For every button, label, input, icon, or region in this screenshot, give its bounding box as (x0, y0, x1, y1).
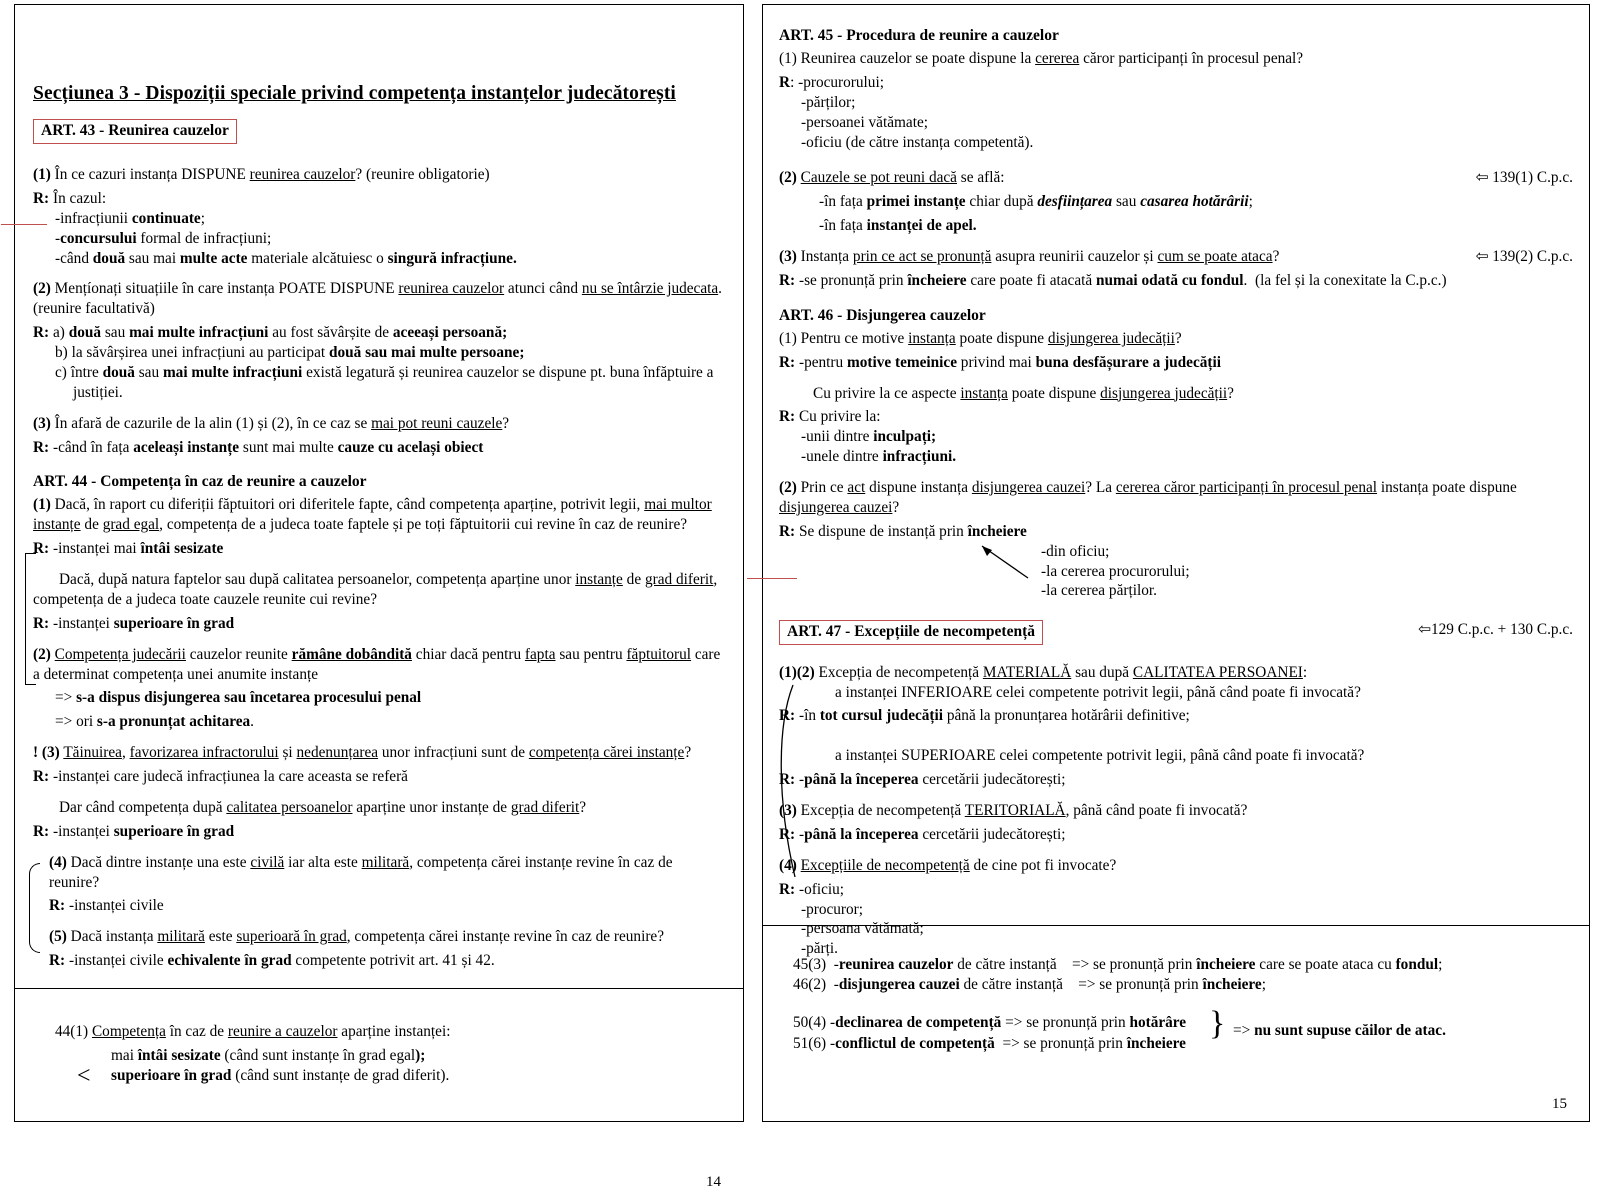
art43-q3-text-b: ? (502, 414, 510, 432)
art46-q1-c: ? (1174, 329, 1182, 347)
art45-q2-number: (2) (779, 169, 797, 187)
footnote-right-group (793, 1005, 1563, 1053)
art45-a1-item-3: -oficiu (de către instanța competentă). (801, 133, 1034, 151)
footnote-right-line-2: 46(2) -disjungerea cauzei de către instanță => se pronunță prin încheiere; (793, 976, 1266, 994)
page-left-divider (15, 988, 743, 989)
art-43-heading-box: ART. 43 - Reunirea cauzelor (33, 119, 237, 144)
art46-q2: (2) Prin ce act dispune instanța disjungerea cauzei? La cererea căror participanți în procesul penal instanța poate dispune disjungerea cauzei? (779, 479, 1517, 516)
art43-a2-label: R: (33, 324, 50, 342)
art46-q1-u1: instanța (908, 329, 956, 347)
page-left (14, 4, 744, 1190)
art43-q1-number: (1) (33, 166, 51, 183)
art44-a3b: R: -instanței superioare în grad (33, 822, 235, 840)
art47-heading-row (779, 620, 1573, 645)
page-right-content (763, 5, 1589, 959)
footnote-right-brace-note: => nu sunt supuse căilor de atac. (1233, 1022, 1446, 1040)
art45-q3-reference: ⇦ 139(2) C.p.c. (1475, 248, 1573, 265)
page-left-content (15, 83, 743, 971)
footnote-option-2: superioare în grad (când sunt instanțe de grad diferit). (111, 1067, 450, 1085)
art45-q1-a: (1) Reunirea cauzelor se poate dispune la (779, 50, 1036, 67)
art44-a4: R: -instanței civile (49, 897, 164, 915)
footnote-u1: Competența (91, 1023, 166, 1040)
art43-q2 (33, 279, 725, 319)
art43-a2-item-c-cont: justiției. (73, 383, 123, 401)
art44-a2-line2: => ori s-a pronunțat achitarea. (55, 713, 254, 731)
art46-a2-item-3: -la cererea părților. (1041, 582, 1157, 600)
art44-q3: ! (3) Tăinuirea, favorizarea infractorului și nedenunțarea unor infracțiuni sunt de competența cărei instanțe? (33, 744, 692, 762)
page-number-left: 14 (706, 1174, 721, 1190)
art46-q1b-c: ? (1227, 384, 1234, 402)
art46-a2-item-2: -la cererea procurorului; (1041, 562, 1190, 580)
footnote-option-1: mai întâi sesizate (când sunt instanțe în grad egal); (111, 1047, 426, 1065)
footnote-right-line-1: 45(3) -reunirea cauzelor de către instanță => se pronunță prin încheiere care se poate ataca cu fondul; (793, 956, 1443, 973)
art43-a1-intro: În cazul: (52, 189, 107, 207)
art46-q1-b: poate dispune (955, 329, 1048, 347)
footnote-ref: 44(1) (55, 1023, 92, 1040)
art43-a2-item-c: c) între două sau mai multe infracțiuni există legatură și reunirea cauzelor se dispune pt. buna înfăptuire a (55, 363, 714, 381)
art46-q1b-u2: disjungerea judecății (1100, 384, 1228, 402)
art47-a4-item-1: -procuror; (801, 900, 864, 918)
art43-q3-underlined: mai pot reuni cauzele (371, 414, 503, 432)
bracket-art44-1 (25, 553, 36, 685)
section-title: Secțiunea 3 - Dispoziții speciale privind competența instanțelor judecătorești (33, 83, 676, 104)
art44-q1b: Dacă, după natura faptelor sau după calitatea persoanelor, competența aparține unor instanțe de grad diferit, competența de a judeca toate cauzele reunite cui revine? (33, 571, 718, 608)
page-right-footnote (763, 933, 1589, 1054)
art44-a3: R: -instanței care judecă infracțiunea la care aceasta se referă (33, 768, 408, 785)
art45-q2-item-1: -în fața primei instanțe chiar după desființarea sau casarea hotărârii; (819, 193, 1253, 211)
art46-a2: R: Se dispune de instanță prin încheiere (779, 522, 1027, 540)
page-right (762, 4, 1590, 1122)
art47-q12-line2: a instanței INFERIOARE celei competente potrivit legii, până când poate fi invocată? (835, 683, 1361, 701)
art47-a4-item-2: -persoana vătămată; (801, 920, 924, 938)
art46-a1b: R: Cu privire la: -unii dintre inculpați; -unele dintre infracțiuni. (779, 407, 1573, 467)
margin-pointer-line-art43 (1, 224, 47, 225)
art43-a1 (33, 189, 725, 269)
art44-q5: (5) Dacă instanța militară este superioară în grad, competența cărei instanțe revine în caz de reunire? (49, 928, 665, 946)
art47-a12b: R: -până la începerea cercetării judecătorești; (779, 771, 1066, 789)
art46-q1 (779, 329, 1573, 349)
art-44-heading: ART. 44 - Competența în caz de reunire a cauzelor (33, 473, 367, 491)
art46-pointer-arrow-icon (974, 538, 1034, 582)
footnote-mid: în caz de (165, 1023, 228, 1040)
page-right-body (763, 5, 1589, 1121)
page-number-right: 15 (1552, 1096, 1567, 1112)
page-right-divider (763, 925, 1589, 926)
art44-a1: R: -instanței mai întâi sesizate (33, 540, 224, 558)
art45-a1-item-2: -persoanei vătămate; (801, 113, 928, 131)
art46-a1: R: -pentru motive temeinice privind mai buna desfășurare a judecății (779, 353, 1222, 371)
art46-q1b-b: poate dispune (1007, 384, 1101, 402)
art43-a2-item-b: b) la săvârșirea unei infracțiuni au participat două sau mai multe persoane; (55, 344, 525, 361)
art43-a1-item-1: -infracțiunii continuate; (55, 209, 205, 227)
art46-a2-items-wrap (779, 542, 1573, 604)
page-left-footnote (15, 998, 743, 1090)
art45-q2-underlined: Cauzele se pot reuni dacă (800, 169, 957, 187)
art43-q1 (33, 165, 725, 185)
art43-a3: R: -când în fața aceleași instanțe sunt mai multe cauze cu același obiect (33, 438, 484, 456)
art-46-heading: ART. 46 - Disjungerea cauzelor (779, 306, 986, 324)
art47-q12: (1)(2) Excepția de necompetență MATERIALĂ sau după CALITATEA PERSOANEI: a instanței INFERIOARE celei competente potrivit legii, până când poate fi invocată? (779, 663, 1573, 703)
art43-q2-underlined-1: reunirea cauzelor (398, 280, 505, 298)
art46-q1b-a: Cu privire la ce aspecte (813, 384, 961, 402)
art44-q3b: Dar când competența după calitatea persoanelor aparține unor instanțe de grad diferit? (59, 798, 587, 816)
art43-a2: R: a) două sau mai multe infracțiuni au fost săvârșite de aceeași persoană; b) la săvârșirea unei infracțiuni au participat două sau mai multe persoane; c) între două sau mai multe infracțiuni există legatură și reunirea cauzelor se dispune pt. buna înfăptuire a justiției. (33, 323, 725, 403)
footnote-right-brace-icon: } (1209, 1005, 1226, 1043)
art43-q1-text-a: În ce cazuri instanța DISPUNE (54, 166, 250, 183)
footnote-right-line-4: 51(6) -conflictul de competență => se pronunță prin încheiere (793, 1034, 1186, 1052)
art45-q3-u2: cum se poate ataca (1157, 248, 1273, 265)
art45-q3-u1: prin ce act se pronunță (852, 248, 992, 265)
art45-a1-label: R (779, 73, 791, 91)
art43-q2-text-c: . (reunire facultativă) (33, 280, 722, 318)
art43-q3 (33, 414, 725, 434)
art46-q1-u2: disjungerea judecății (1047, 329, 1175, 347)
art45-a1-first: : -procurorului; (790, 73, 884, 91)
art45-q1-b: căror participanți în procesul penal? (1079, 50, 1304, 67)
footnote-brace-icon: < (77, 1063, 91, 1090)
art45-q2 (779, 168, 1573, 188)
art47-q12b: a instanței SUPERIOARE celei competente potrivit legii, până când poate fi invocată? (835, 747, 1365, 765)
art46-q1b (779, 384, 1573, 404)
art45-q2-item-2: -în fața instanței de apel. (819, 217, 977, 235)
art46-q1-a: (1) Pentru ce motive (779, 329, 909, 347)
footnote-post: aparține instanței: (337, 1023, 451, 1040)
art43-q2-underlined-2: nu se întârzie judecata (581, 280, 719, 298)
art44-a1b: R: -instanței superioare în grad (33, 614, 235, 632)
art45-q2-rest: se află: (956, 169, 1005, 187)
art45-q3 (779, 247, 1573, 267)
art45-q2-reference: ⇦ 139(1) C.p.c. (1475, 169, 1573, 187)
art43-a1-label: R: (33, 189, 50, 207)
art44-a5: R: -instanței civile echivalente în grad competente potrivit art. 41 și 42. (49, 952, 495, 970)
art43-q1-text-b: ? (reunire obligatorie) (355, 166, 490, 183)
art43-q2-text-b: atunci când (504, 280, 582, 298)
art43-q2-text-a: Mențíonați situațiile în care instanța POATE DISPUNE (54, 280, 399, 298)
art44-q4: (4) Dacă dintre instanțe una este civilă iar alta este militară, competența cărei instanțe revine în caz de reunire? (49, 853, 673, 891)
art44-a2-line1: => s-a dispus disjungerea sau încetarea procesului penal (55, 689, 422, 707)
art46-a2-item-1: -din oficiu; (1041, 542, 1110, 560)
art43-q1-underlined: reunirea cauzelor (249, 166, 356, 183)
art43-q3-number: (3) (33, 414, 51, 432)
footnote-line-1 (55, 1022, 703, 1042)
art43-q3-text-a: În afară de cazurile de la alin (1) și (2), în ce caz se (54, 414, 372, 432)
art47-a4-item-3: -părți. (801, 940, 838, 958)
art45-q2-text (779, 168, 1005, 188)
art47-q3: (3) Excepția de necompetență TERITORIALĂ, până când poate fi invocată? (779, 802, 1248, 819)
art43-a1-item-3: -când două sau mai multe acte materiale alcătuiesc o singură infracțiune. (55, 249, 517, 267)
art45-a1 (779, 73, 1573, 153)
art44-q1: (1) Dacă, în raport cu diferiții făptuitori ori diferitele fapte, când competența aparține, potrivit legii, mai multor instanțe de grad egal, competența de a judeca toate faptele și pe toți făptuitorii cui revine în caz de reunire? (33, 496, 712, 534)
art43-a1-item-2: -concursului formal de infracțiuni; (55, 229, 272, 247)
art45-q1-underlined: cererea (1035, 50, 1080, 67)
art-45-heading: ART. 45 - Procedura de reunire a cauzelor (779, 27, 1059, 44)
art45-a3: R: -se pronunță prin încheiere care poate fi atacată numai odată cu fondul. (la fel și la conexitate la C.p.c.) (779, 271, 1447, 289)
bracket-art44-45 (29, 863, 40, 953)
art43-q2-number: (2) (33, 280, 51, 298)
art47-a3: R: -până la începerea cercetării judecătorești; (779, 825, 1066, 843)
footnote-u2: reunire a cauzelor (227, 1023, 338, 1040)
art-47-reference: ⇦129 C.p.c. + 130 C.p.c. (1418, 620, 1573, 638)
art46-a1b-item-1: -unii dintre inculpați; (801, 428, 937, 446)
art47-q4: (4) Excepțiile de necompetență de cine pot fi invocate? (779, 856, 1117, 874)
art47-body (779, 663, 1573, 845)
art44-q2: (2) Competența judecării cauzelor reunite rămâne dobândită chiar dacă pentru fapta sau pentru făptuitorul care a determinat competența unei anumite instanțe (33, 645, 721, 683)
art47-brace-curve-icon (773, 681, 807, 881)
footnote-right-line-3: 50(4) -declinarea de competență => se pronunță prin hotărâre (793, 1014, 1187, 1032)
art46-q1b-u1: instanța (960, 384, 1008, 402)
art47-a4: R: -oficiu; -procuror; -persoana vătămată; -părți. (779, 880, 1573, 960)
art45-q3-text: (3) Instanța prin ce act se pronunță asupra reunirii cauzelor și cum se poate ataca? (779, 248, 1280, 265)
art47-a12: R: -în tot cursul judecății până la pronunțarea hotărârii definitive; (779, 707, 1190, 725)
art-47-heading-box: ART. 47 - Excepțiile de necompetență (779, 620, 1043, 645)
page-left-body (15, 83, 743, 1199)
art46-a1b-item-2: -unele dintre infracțiuni. (801, 448, 957, 466)
art45-q1 (779, 49, 1573, 69)
art45-a1-item-1: -părților; (801, 93, 856, 111)
